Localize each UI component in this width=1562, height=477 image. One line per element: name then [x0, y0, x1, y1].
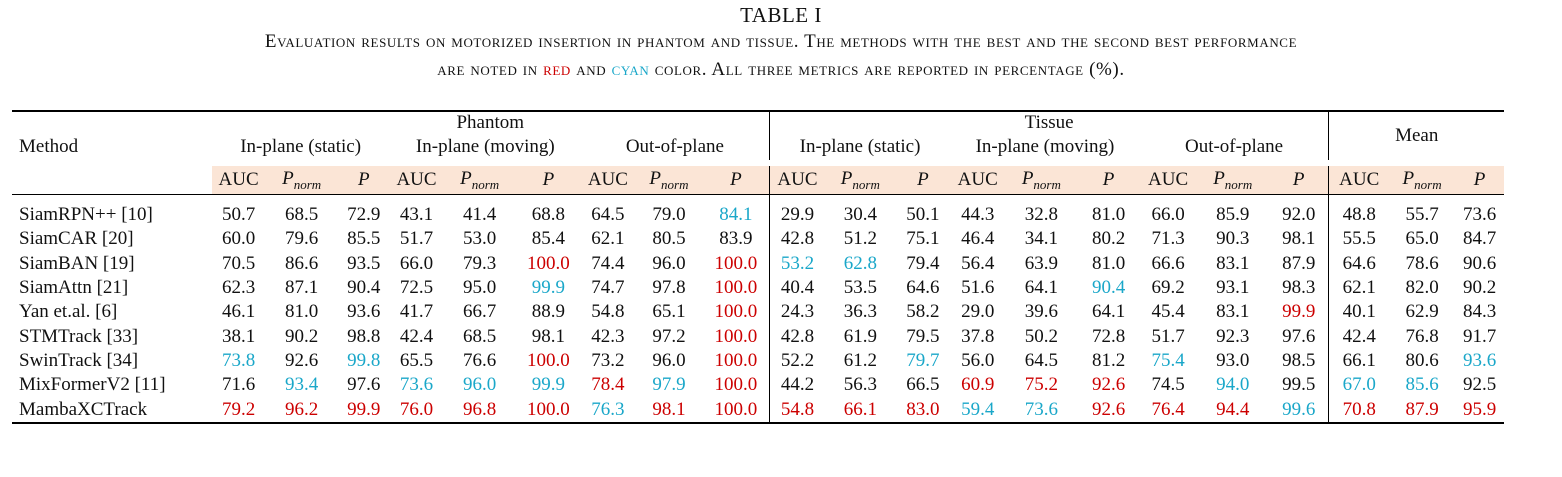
table-cell: 81.0	[1078, 195, 1140, 228]
table-cell: 96.0	[462, 374, 497, 396]
table-cell: 64.1	[1091, 301, 1126, 323]
table-cell: 73.6	[1024, 398, 1058, 420]
table-cell: 84.7	[1462, 228, 1497, 250]
table-cell: 53.0	[462, 228, 497, 250]
table-cell: 83.9	[719, 228, 753, 250]
metric-p: P	[1269, 166, 1329, 195]
table-cell: 83.1	[1216, 301, 1250, 323]
table-cell: 46.4	[961, 228, 995, 250]
table-cell: 64.5	[1024, 349, 1058, 371]
table-cell: 79.0	[635, 195, 703, 228]
table-cell: 85.4	[531, 228, 566, 250]
pnorm-base: P	[1402, 167, 1415, 189]
table-cell: 85.5	[347, 228, 381, 250]
table-cell: 55.5	[1329, 227, 1389, 251]
table-cell: 99.6	[1282, 398, 1316, 420]
table-cell: 93.6	[347, 301, 381, 323]
table-cell: 64.6	[1329, 252, 1389, 276]
table-cell: 51.7	[399, 228, 434, 250]
table-cell: 85.9	[1197, 195, 1269, 228]
table-cell: 83.1	[1216, 252, 1250, 274]
table-cell: 65.5	[399, 349, 434, 371]
table-cell: 99.9	[1282, 301, 1316, 323]
table-cell: 94.0	[1216, 374, 1250, 396]
table-cell: 48.8	[1329, 195, 1389, 228]
table-cell: 42.4	[399, 325, 434, 347]
pnorm-sub: norm	[852, 176, 880, 192]
table-cell: 100.0	[714, 301, 758, 323]
table-cell: 58.2	[906, 301, 940, 323]
table-row	[12, 373, 1504, 397]
table-row	[12, 227, 1504, 251]
table-cell: 66.0	[399, 252, 434, 274]
pnorm-sub: norm	[1033, 176, 1061, 192]
table-cell: 66.5	[906, 374, 940, 396]
table-cell: 93.6	[1462, 349, 1497, 371]
table-cell: 99.8	[347, 349, 381, 371]
table-cell: 79.7	[906, 349, 940, 371]
caption-red-word: red	[543, 59, 571, 80]
table-cell: 61.2	[843, 349, 877, 371]
table-cell: 99.9	[531, 277, 566, 299]
table-cell: 43.1	[390, 195, 444, 228]
table-cell: 50.7	[212, 195, 266, 228]
table-cell: 97.6	[347, 374, 381, 396]
table-cell: 66.6	[1151, 252, 1185, 274]
table-cell: 84.1	[703, 195, 769, 228]
table-cell: 90.4	[1091, 277, 1126, 299]
table-cell: 60.9	[961, 374, 995, 396]
metric-auc: AUC	[950, 166, 1005, 195]
table-cell: 90.6	[1462, 252, 1497, 274]
pnorm-base: P	[1021, 167, 1034, 189]
table-row	[12, 252, 1504, 276]
pnorm-base: P	[1213, 167, 1225, 189]
table-cell: 82.0	[1405, 277, 1439, 299]
metric-auc: AUC	[581, 166, 635, 195]
table-cell: 75.4	[1151, 349, 1185, 371]
table-cell: 40.1	[1329, 300, 1389, 324]
table-cell: 80.2	[1091, 228, 1126, 250]
table-cell: 87.1	[285, 277, 319, 299]
table-cell: 92.6	[285, 349, 319, 371]
metric-pnorm	[1389, 166, 1455, 195]
table-cell: 97.9	[652, 374, 686, 396]
table-cell: 90.2	[285, 325, 319, 347]
method-name: SwinTrack [34]	[19, 349, 139, 371]
caption-line-2-b: and	[570, 59, 612, 80]
table-cell: 64.6	[906, 277, 940, 299]
table-cell: 29.9	[769, 195, 825, 228]
method-name: Yan et.al. [6]	[19, 301, 118, 323]
table-cell: 73.2	[591, 349, 625, 371]
table-cell: 90.4	[347, 277, 381, 299]
metric-auc: AUC	[390, 166, 444, 195]
table-cell: 66.1	[1329, 349, 1389, 373]
table-cell: 97.8	[652, 277, 686, 299]
table-cell: 44.2	[769, 373, 825, 397]
table-cell: 62.1	[1329, 276, 1389, 300]
table-cell: 71.3	[1151, 228, 1185, 250]
table-row	[12, 324, 1504, 348]
table-cell: 73.6	[1455, 195, 1504, 228]
method-name: STMTrack [33]	[19, 325, 139, 347]
table-cell: 73.6	[399, 374, 434, 396]
table-row	[12, 397, 1504, 421]
table-cell: 39.6	[1024, 301, 1058, 323]
table-cell: 100.0	[714, 325, 758, 347]
table-cell: 99.9	[531, 374, 566, 396]
table-cell: 40.4	[769, 276, 825, 300]
metric-pnorm	[825, 166, 895, 195]
table-cell: 68.8	[516, 195, 581, 228]
metric-pnorm	[265, 166, 337, 195]
table-cell: 97.2	[652, 325, 686, 347]
table-cell: 98.5	[1282, 349, 1316, 371]
metric-auc: AUC	[769, 166, 825, 195]
bottom-rule	[12, 422, 1504, 424]
table-cell: 98.1	[652, 398, 686, 420]
pnorm-sub: norm	[1224, 176, 1253, 192]
table-cell: 66.1	[843, 398, 877, 420]
table-cell: 73.8	[221, 349, 256, 371]
table-cell: 93.4	[285, 374, 319, 396]
table-cell: 46.1	[221, 301, 256, 323]
caption-line-2	[0, 56, 1562, 84]
table-cell: 78.6	[1405, 252, 1439, 274]
pnorm-sub: norm	[471, 176, 500, 192]
metric-p: P	[516, 166, 581, 195]
table-cell: 96.8	[462, 398, 497, 420]
table-cell: 100.0	[714, 349, 758, 371]
table-cell: 92.6	[1091, 398, 1126, 420]
table-label: TABLE I	[740, 3, 822, 27]
table-cell: 66.7	[462, 301, 497, 323]
table-cell: 99.5	[1282, 374, 1316, 396]
table-cell: 96.2	[285, 398, 319, 420]
metric-pnorm	[1197, 166, 1269, 195]
table-cell: 56.3	[843, 374, 877, 396]
table-cell: 37.8	[961, 325, 995, 347]
table-cell: 54.8	[769, 397, 825, 421]
phantom-header: Phantom	[456, 112, 524, 133]
table-cell: 98.1	[531, 325, 566, 347]
mean-header: Mean	[1329, 112, 1504, 160]
metric-pnorm	[443, 166, 515, 195]
metric-p: P	[895, 166, 950, 195]
table-cell: 75.1	[906, 228, 940, 250]
table-row	[12, 276, 1504, 300]
method-name: SiamBAN [19]	[19, 252, 135, 274]
table-cell: 90.2	[1462, 277, 1497, 299]
table-cell: 72.9	[338, 195, 390, 228]
table-cell: 71.6	[221, 374, 256, 396]
table-cell: 51.6	[961, 277, 995, 299]
phantom-inplane-static: In-plane (static)	[240, 136, 362, 157]
table-cell: 74.5	[1151, 374, 1185, 396]
table-cell: 34.1	[1024, 228, 1058, 250]
table-cell: 64.1	[1024, 277, 1058, 299]
table-cell: 64.5	[581, 195, 635, 228]
table-cell: 96.0	[652, 349, 686, 371]
table-cell: 76.6	[462, 349, 497, 371]
table-cell: 79.6	[285, 228, 319, 250]
pnorm-base: P	[649, 167, 662, 189]
metric-p: P	[338, 166, 390, 195]
table-cell: 94.4	[1216, 398, 1250, 420]
table-cell: 69.2	[1151, 277, 1185, 299]
table-cell: 78.4	[591, 374, 625, 396]
table-cell: 29.0	[961, 301, 995, 323]
table-cell: 65.1	[652, 301, 686, 323]
table-cell: 98.3	[1282, 277, 1316, 299]
table-cell: 97.6	[1282, 325, 1316, 347]
table-cell: 72.5	[399, 277, 434, 299]
table-cell: 81.0	[1091, 252, 1126, 274]
metric-auc: AUC	[212, 166, 266, 195]
table-cell: 53.2	[769, 252, 825, 276]
table-cell: 42.8	[769, 324, 825, 348]
table-cell: 88.9	[531, 301, 566, 323]
table-cell: 53.5	[843, 277, 877, 299]
phantom-inplane-moving: In-plane (moving)	[415, 136, 555, 157]
method-header: Method	[19, 136, 79, 157]
table-cell: 44.3	[950, 195, 1005, 228]
table-cell: 92.3	[1216, 325, 1250, 347]
method-name: SiamAttn [21]	[19, 277, 129, 299]
table-cell: 90.3	[1216, 228, 1250, 250]
table-cell: 98.8	[347, 325, 381, 347]
table-row	[12, 349, 1504, 373]
table-cell: 51.2	[843, 228, 877, 250]
table-cell: 50.2	[1024, 325, 1058, 347]
pnorm-base: P	[460, 167, 472, 189]
header-group-row	[12, 112, 1504, 134]
table-cell: 76.3	[591, 398, 625, 420]
table-cell: 54.8	[591, 301, 625, 323]
pnorm-base: P	[840, 167, 853, 189]
table-cell: 100.0	[527, 252, 570, 274]
table-cell: 38.1	[221, 325, 256, 347]
table-cell: 74.4	[591, 252, 625, 274]
table-cell: 81.0	[285, 301, 319, 323]
table-cell: 100.0	[714, 277, 758, 299]
table-cell: 95.0	[462, 277, 497, 299]
metric-auc: AUC	[1329, 166, 1389, 195]
tissue-inplane-static: In-plane (static)	[769, 134, 950, 160]
table-cell: 84.3	[1462, 301, 1497, 323]
table-cell: 79.3	[462, 252, 497, 274]
table-cell: 100.0	[527, 398, 570, 420]
table-cell: 42.4	[1329, 324, 1389, 348]
table-cell: 75.2	[1024, 374, 1058, 396]
table-cell: 92.5	[1462, 374, 1497, 396]
table-cell: 76.8	[1405, 325, 1439, 347]
table-cell: 66.0	[1140, 195, 1197, 228]
table-cell: 93.5	[347, 252, 381, 274]
table-cell: 61.9	[843, 325, 877, 347]
table-cell: 65.0	[1405, 228, 1439, 250]
table-cell: 42.3	[591, 325, 625, 347]
table-cell: 42.8	[769, 227, 825, 251]
pnorm-sub: norm	[293, 176, 322, 192]
table-cell: 36.3	[843, 301, 877, 323]
table-cell: 100.0	[714, 252, 758, 274]
table-cell: 24.3	[769, 300, 825, 324]
table-cell: 80.6	[1405, 349, 1439, 371]
table-cell: 83.0	[906, 398, 940, 420]
tissue-out-of-plane: Out-of-plane	[1184, 136, 1284, 157]
table-cell: 60.0	[221, 228, 256, 250]
table-cell: 87.9	[1282, 252, 1316, 274]
tissue-inplane-moving: In-plane (moving)	[975, 136, 1115, 157]
table-cell: 55.7	[1389, 195, 1455, 228]
table-cell: 41.7	[399, 301, 434, 323]
table-cell: 96.0	[652, 252, 686, 274]
table-cell: 93.0	[1216, 349, 1250, 371]
table-row	[12, 300, 1504, 324]
results-grid	[12, 112, 1504, 422]
table-cell: 86.6	[285, 252, 319, 274]
table-cell: 74.7	[591, 277, 625, 299]
table-cell: 62.9	[1405, 301, 1439, 323]
caption-line-2-c: color. All three metrics are reported in percentage (%).	[649, 59, 1125, 80]
pnorm-sub: norm	[1414, 176, 1442, 192]
metric-p: P	[1455, 166, 1504, 195]
table-cell: 30.4	[825, 195, 895, 228]
table-cell: 59.4	[961, 398, 995, 420]
pnorm-base: P	[282, 167, 294, 189]
table-cell: 80.5	[652, 228, 686, 250]
table-cell: 62.1	[591, 228, 625, 250]
caption-line-2-a: are noted in	[437, 59, 544, 80]
results-table	[12, 110, 1504, 424]
table-cell: 67.0	[1329, 373, 1389, 397]
pnorm-sub: norm	[661, 176, 689, 192]
table-cell: 76.4	[1151, 398, 1185, 420]
table-cell: 99.9	[347, 398, 381, 420]
tissue-header: Tissue	[769, 112, 1329, 134]
table-caption	[0, 0, 1562, 84]
table-cell: 79.5	[906, 325, 940, 347]
table-cell: 76.0	[399, 398, 434, 420]
table-cell: 62.8	[843, 252, 877, 274]
table-cell: 63.9	[1024, 252, 1058, 274]
caption-line-1: Evaluation results on motorized insertion in phantom and tissue. The methods with the best and the second best performance	[264, 31, 1298, 52]
metric-p: P	[703, 166, 769, 195]
table-cell: 98.1	[1282, 228, 1316, 250]
table-cell: 100.0	[527, 349, 570, 371]
method-name: SiamRPN++ [10]	[12, 195, 212, 228]
table-cell: 51.7	[1151, 325, 1185, 347]
table-cell: 56.4	[961, 252, 995, 274]
table-cell: 32.8	[1005, 195, 1077, 228]
table-cell: 81.2	[1091, 349, 1126, 371]
table-cell: 79.2	[221, 398, 256, 420]
table-cell: 50.1	[895, 195, 950, 228]
table-cell: 87.9	[1405, 398, 1439, 420]
table-cell: 41.4	[443, 195, 515, 228]
phantom-out-of-plane: Out-of-plane	[625, 136, 724, 157]
table-cell: 52.2	[769, 349, 825, 373]
metric-pnorm	[635, 166, 703, 195]
metric-header-row	[12, 166, 1504, 195]
table-cell: 100.0	[714, 398, 758, 420]
table-row	[12, 195, 1504, 228]
header-sub-row	[12, 134, 1504, 160]
metric-pnorm	[1005, 166, 1077, 195]
table-cell: 93.1	[1216, 277, 1250, 299]
caption-cyan-word: cyan	[611, 59, 650, 80]
table-cell: 68.5	[265, 195, 337, 228]
table-cell: 100.0	[714, 374, 758, 396]
table-cell: 91.7	[1462, 325, 1497, 347]
method-name: SiamCAR [20]	[19, 228, 134, 250]
table-cell: 95.9	[1462, 398, 1497, 420]
table-cell: 68.5	[462, 325, 497, 347]
table-cell: 70.5	[221, 252, 256, 274]
table-cell: 92.0	[1269, 195, 1329, 228]
table-cell: 92.6	[1091, 374, 1126, 396]
method-name: MixFormerV2 [11]	[19, 374, 166, 396]
table-cell: 70.8	[1329, 397, 1389, 421]
table-cell: 45.4	[1151, 301, 1185, 323]
method-name: MambaXCTrack	[19, 398, 148, 420]
table-cell: 62.3	[221, 277, 256, 299]
table-cell: 79.4	[906, 252, 940, 274]
table-cell: 56.0	[961, 349, 995, 371]
table-cell: 72.8	[1091, 325, 1126, 347]
metric-p: P	[1078, 166, 1140, 195]
table-cell: 85.6	[1405, 374, 1439, 396]
metric-auc: AUC	[1140, 166, 1197, 195]
